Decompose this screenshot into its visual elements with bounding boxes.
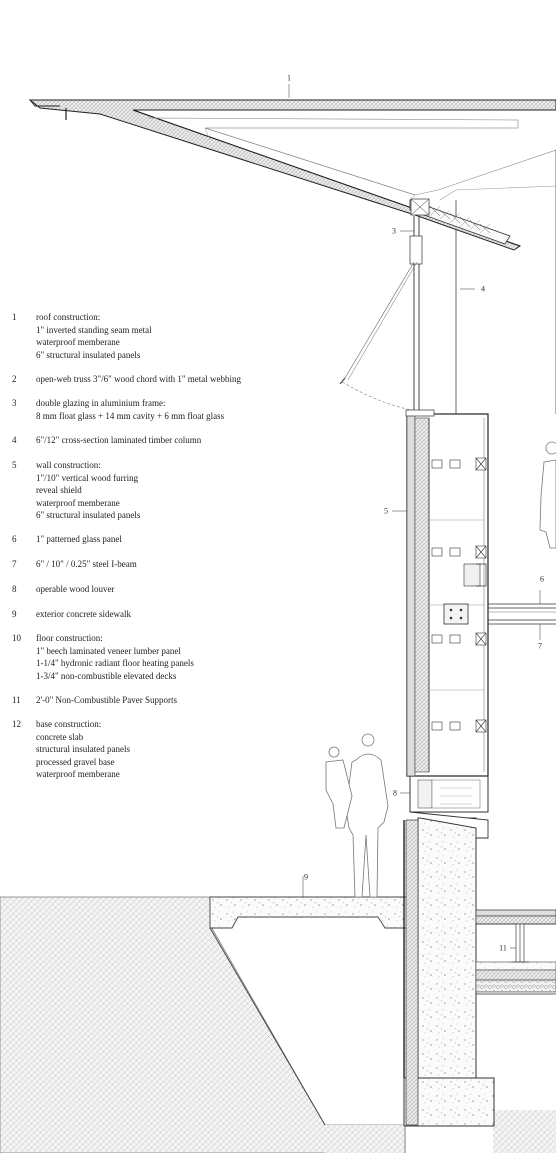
- legend-text: exterior concrete sidewalk: [36, 609, 131, 619]
- legend-text: 1" inverted standing seam metal: [36, 324, 152, 335]
- legend-text: 1" beech laminated veneer lumber panel: [36, 645, 181, 656]
- glazing-strut: [340, 216, 434, 416]
- callout-11: 11: [499, 943, 507, 953]
- legend-text: 1"/10" vertical wood furring: [36, 472, 139, 483]
- legend-text: waterproof memberane: [36, 337, 120, 348]
- legend-text: 1-3/4" non-combustible elevated decks: [36, 670, 177, 681]
- legend-text: wall construction:: [36, 460, 101, 470]
- callout-7: 7: [538, 641, 542, 651]
- callout-3: 3: [392, 226, 396, 236]
- legend-text: base construction:: [36, 719, 102, 729]
- legend-number: 8: [12, 584, 17, 594]
- legend-number: 1: [12, 312, 17, 322]
- legend-number: 9: [12, 609, 17, 619]
- legend-text: 6" structural insulated panels: [36, 510, 141, 521]
- callout-8: 8: [393, 788, 397, 798]
- legend-text: 8 mm float glass + 14 mm cavity + 6 mm float glass: [36, 410, 225, 421]
- legend-text: reveal shield: [36, 485, 82, 496]
- legend-text: waterproof memberane: [36, 497, 120, 508]
- callout-4: 4: [481, 284, 485, 294]
- legend-text: 1" patterned glass panel: [36, 534, 122, 544]
- legend-text: operable wood louver: [36, 584, 115, 594]
- legend-text: concrete slab: [36, 731, 84, 742]
- legend-text: 6" structural insulated panels: [36, 349, 141, 360]
- legend-text: 1-1/4" hydronic radiant floor heating panels: [36, 658, 194, 669]
- roof-construction: [30, 100, 556, 250]
- legend-text: double glazing in aluminium frame:: [36, 398, 166, 408]
- callout-1: 1: [287, 73, 291, 83]
- legend-number: 6: [12, 534, 17, 544]
- legend-text: waterproof memberane: [36, 769, 120, 780]
- legend-number: 5: [12, 460, 17, 470]
- legend-number: 10: [12, 633, 21, 643]
- callout-6: 6: [540, 574, 544, 584]
- wall-panel: [407, 414, 488, 776]
- legend-number: 12: [12, 719, 21, 729]
- legend-number: 11: [12, 695, 21, 705]
- legend-number: 4: [12, 435, 17, 445]
- floor-construction: [476, 910, 556, 994]
- legend-text: 6"/12" cross-section laminated timber column: [36, 435, 202, 445]
- legend-text: floor construction:: [36, 633, 103, 643]
- legend-text: processed gravel base: [36, 756, 115, 767]
- callout-9: 9: [304, 872, 308, 882]
- legend-text: roof construction:: [36, 312, 101, 322]
- legend-number: 7: [12, 559, 17, 569]
- legend-text: open-web truss 3"/6" wood chord with 1" metal webbing: [36, 374, 241, 384]
- steel-i-beam: [444, 604, 556, 624]
- legend-number: 2: [12, 374, 17, 384]
- callout-5: 5: [384, 506, 388, 516]
- legend-text: 2'-0" Non-Combustible Paver Supports: [36, 695, 178, 705]
- legend-number: 3: [12, 398, 17, 408]
- legend-text: structural insulated panels: [36, 744, 130, 755]
- legend-text: 6" / 10" / 0.25" steel I-beam: [36, 559, 137, 569]
